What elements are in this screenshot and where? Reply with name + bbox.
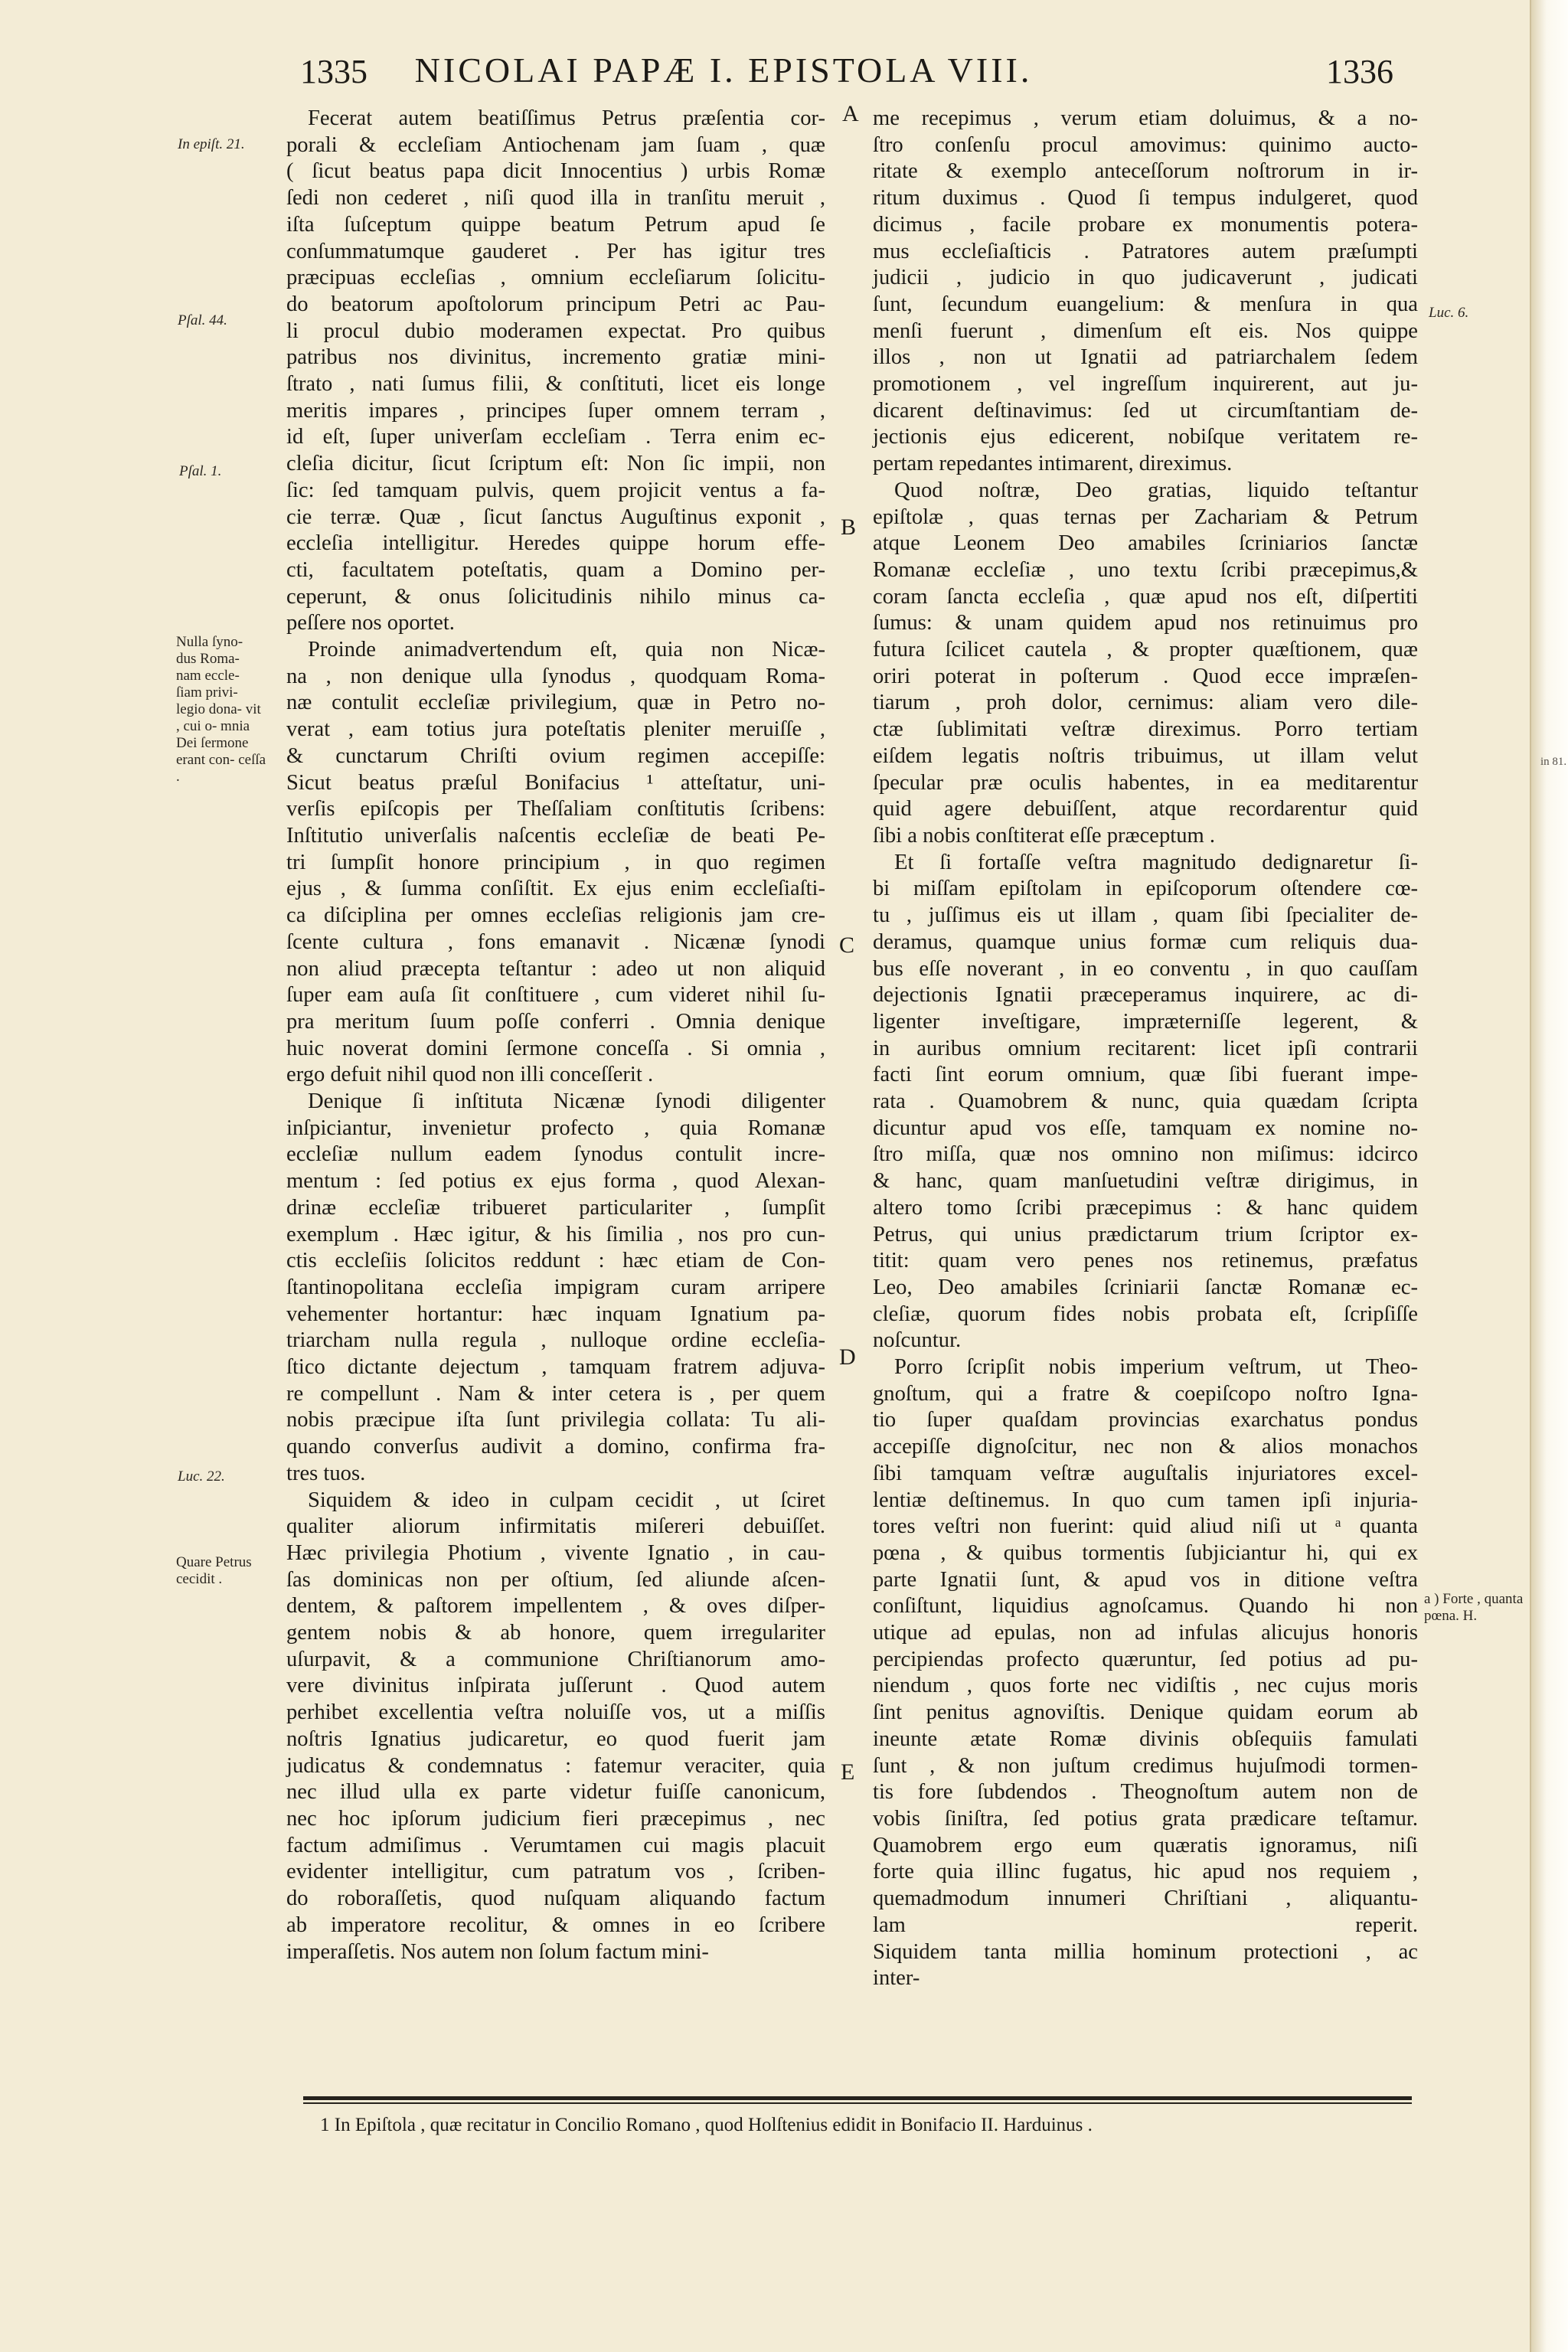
text-line: & cunctarum Chriſti ovium regimen accepiſſe:: [286, 743, 825, 768]
text-line: perhibet excellentia veſtra noluiſſe vos, ut a miſſis: [286, 1700, 825, 1725]
text-line: titit: quam vero penes nos retinemus, præfatus: [873, 1249, 1418, 1273]
footnote: 1 In Epiſtola , quæ recitatur in Concilio Romano , quod Holſtenius edidit in Bonifacio II. Harduinus .: [320, 2115, 1093, 2135]
text-line: altero tomo ſcribi præcepimus : & hanc quidem: [873, 1195, 1418, 1220]
footnote-rule-thin: [303, 2102, 1412, 2104]
text-line: uſurpavit, & a communione Chriſtianorum amo-: [286, 1647, 825, 1671]
text-line: cie terræ. Quæ , ſicut ſanctus Auguſtinus exponit ,: [286, 505, 825, 529]
text-line: evidenter intelligitur, cum patratum vos , ſcriben-: [286, 1860, 825, 1884]
text-line: Sicut beatus præſul Bonifacius ¹ atteſtatur, uni-: [286, 770, 825, 795]
margin-note-psal-44: Pſal. 44.: [178, 312, 227, 328]
text-line: ab imperatore recolitur, & omnes in eo ſcribere: [286, 1913, 825, 1937]
text-line: quando converſus audivit a domino, confirma fra-: [286, 1435, 825, 1459]
section-letter-b: B: [841, 514, 857, 540]
margin-note-psal-1: Pſal. 1.: [179, 463, 222, 479]
text-line: ejus , & ſumma conſiſtit. Ex ejus enim eccleſiaſti-: [286, 877, 825, 901]
text-line: menſi fuerunt , dimenſum eſt eis. Nos quippe: [873, 318, 1418, 343]
text-line: ſas dominicas non per oſtium, ſed aliunde aſcen-: [286, 1567, 825, 1592]
text-line: Leo, Deo amabiles ſcriniarii ſanctæ Romanæ ec-: [873, 1275, 1418, 1299]
text-line: Proinde animadvertendum eſt, quia non Nicæ-: [308, 638, 825, 662]
text-line: triarcham nulla regula , nulloque ordine eccleſia-: [286, 1328, 825, 1353]
text-line: ergo defuit nihil quod non illi conceſſerit .: [286, 1063, 654, 1087]
text-line: næ contulit eccleſiæ privilegium, quæ in Petro no-: [286, 691, 825, 715]
text-line: dentem, & paſtorem impellentem , & oves diſper-: [286, 1594, 825, 1619]
text-line: conſiſtunt, liquidius agnoſcamus. Quando hi non: [873, 1594, 1418, 1619]
text-line: epiſtolæ , quas ternas per Zachariam & Petrum: [873, 505, 1418, 529]
text-line: eccleſia intelligitur. Heredes quippe horum effe-: [286, 531, 825, 556]
text-line: Romanæ eccleſiæ , uno textu ſcribi præcepimus,&: [873, 557, 1418, 582]
text-line: ſuper eam auſa ſit conſtituere , cum videret nihil ſu-: [286, 983, 825, 1008]
text-line: id eſt, ſuper univerſam eccleſiam . Terra enim ec-: [286, 425, 825, 449]
text-line: rata . Quamobrem & nunc, quia quædam ſcripta: [873, 1089, 1418, 1114]
text-line: tores veſtri non fuerint: quid aliud niſi ut ᵃ quanta: [873, 1514, 1418, 1539]
facing-page-edge: [1530, 0, 1568, 2352]
text-line: ctæ ſublimitati veſtræ direximus. Porro tertiam: [873, 717, 1418, 742]
text-line: oriri poterat in poſterum . Quod ecce impræſen-: [873, 664, 1418, 688]
text-line: iſta ſuſceptum quippe beatum Petrum apud ſe: [286, 212, 825, 237]
text-line: pertam repedantes intimarent, direximus.: [873, 452, 1233, 476]
text-line: patribus nos divinitus, incremento gratiæ mini-: [286, 345, 825, 370]
text-line: qualiter aliorum infirmitatis miſereri debuiſſet.: [286, 1514, 825, 1539]
text-line: utique ad epulas, non ad infulas alicujus honoris: [873, 1621, 1418, 1645]
text-line: ſcente cultura , fons emanavit . Nicænæ ſynodi: [286, 929, 825, 954]
text-line: Siquidem & ideo in culpam cecidit , ut ſciret: [308, 1488, 825, 1512]
text-line: do beatorum apoſtolorum principum Petri ac Pau-: [286, 292, 825, 316]
text-line: eiſdem legatis noſtris tribuimus, ut illam velut: [873, 743, 1418, 768]
text-line: tis fore ſubdendos . Theognoſtum autem non de: [873, 1780, 1418, 1805]
text-line: parte Ignatii ſunt, & apud vos in ditione veſtra: [873, 1567, 1418, 1592]
footnote-rule: [303, 2096, 1412, 2100]
section-letter-e: E: [841, 1759, 855, 1785]
page-number-left: 1335: [300, 53, 368, 90]
text-line: dicimus , facile probare ex monumentis potera-: [873, 212, 1418, 237]
text-line: ritate & exemplo anteceſſorum noſtrorum in ir-: [873, 159, 1418, 184]
text-line: bi miſſam epiſtolam in epiſcoporum oſtendere cœ-: [873, 877, 1418, 901]
page-number-right: 1336: [1326, 53, 1393, 90]
text-line: ſtantinopolitana eccleſia impigram curam arripere: [286, 1275, 825, 1299]
text-line: porali & eccleſiam Antiochenam jam ſuam , quæ: [286, 132, 825, 157]
text-line: dicuntur apud vos eſſe, tamquam ex nomine no-: [873, 1116, 1418, 1140]
text-line: meritis impares , principes ſuper omnem terram ,: [286, 398, 825, 423]
text-line: vere divinitus inſpirata juſſerunt . Quod autem: [286, 1674, 825, 1698]
text-line: Et ſi fortaſſe veſtra magnitudo dedignaretur ſi-: [894, 850, 1418, 874]
text-line: cleſiæ, quorum fides nobis probata eſt, ſcripſiſſe: [873, 1302, 1418, 1326]
margin-note-luc-6: Luc. 6.: [1429, 305, 1469, 321]
text-line: Hæc privilegia Photium , vivente Ignatio , in cau-: [286, 1540, 825, 1565]
text-line: ſumus: & unam quidem apud nos retinuimus pro: [873, 611, 1418, 635]
text-line: illos , non ut Ignatii ad patriarchalem ſedem: [873, 345, 1418, 370]
text-line: forte quia illinc fugatus, hic apud nos requiem ,: [873, 1860, 1418, 1884]
text-line: li procul dubio moderamen expectat. Pro quibus: [286, 318, 825, 343]
text-line: Fecerat autem beatiſſimus Petrus præſentia cor-: [308, 106, 825, 130]
text-line: vobis ſiniſtra, ſed potius grata prædicare teſtamur.: [873, 1807, 1418, 1831]
text-line: gentem nobis & ab honore, quem irregulariter: [286, 1621, 825, 1645]
text-line: ctis eccleſiis ſolicitos reddunt : hæc etiam de Con-: [286, 1249, 825, 1273]
text-line: atque Leonem Deo amabiles ſcriniarios ſanctæ: [873, 531, 1418, 556]
text-line: tiarum , proh dolor, cernimus: aliam vero dile-: [873, 691, 1418, 715]
text-line: Quod noſtræ, Deo gratias, liquido teſtantur: [894, 478, 1418, 502]
text-line: Porro ſcripſit nobis imperium veſtrum, ut Theo-: [894, 1355, 1418, 1380]
text-line: tu , juſſimus eis ut illam , quam ſibi ſpecialiter de-: [873, 903, 1418, 928]
section-letter-a: A: [842, 101, 859, 126]
margin-note-in-epist: In epiſt. 21.: [178, 136, 245, 152]
margin-note-forte: a ) Forte , quanta pœna. H.: [1424, 1591, 1524, 1624]
section-letter-c: C: [839, 933, 855, 958]
text-line: ( ſicut beatus papa dicit Innocentius ) urbis Romæ: [286, 159, 825, 184]
text-line: drinæ eccleſiæ tribueret particulariter , ſumpſit: [286, 1195, 825, 1220]
left-text-column: [286, 106, 825, 1965]
text-line: verat , eam totius jura poteſtatis pleniter meruiſſe ,: [286, 717, 825, 742]
text-line: Quamobrem ergo eum quæratis ignoramus, niſi: [873, 1833, 1418, 1857]
text-line: na , non denique ulla ſynodus , quodquam Roma-: [286, 664, 825, 688]
text-line: conſummatumque gauderet . Per has igitur tres: [286, 239, 825, 263]
text-line: ſunt , & non juſtum credimus hujuſmodi tormen-: [873, 1753, 1418, 1778]
text-line: ineunte ætate Romæ divinis obſequiis famulati: [873, 1726, 1418, 1751]
text-line: facti ſint eorum omnium, quæ ſibi fuerant impe-: [873, 1063, 1418, 1087]
text-line: pœna , & quibus tormentis ſubjiciantur hi, qui ex: [873, 1540, 1418, 1565]
text-line: mentum : ſed potius ex ejus forma , quod Alexan-: [286, 1169, 825, 1194]
margin-note-luc-22: Luc. 22.: [178, 1468, 225, 1485]
margin-note-quare-petrus: Quare Petrus cecidit .: [176, 1554, 252, 1587]
text-line: exemplum . Hæc igitur, & his ſimilia , nos pro cun-: [286, 1222, 825, 1246]
text-line: re compellunt . Nam & inter cetera is , per quem: [286, 1381, 825, 1406]
text-line: ſtro conſenſu procul amovimus: quinimo aucto-: [873, 132, 1418, 157]
text-line: coram ſancta eccleſia , quæ apud nos eſt, diſpertiti: [873, 584, 1418, 609]
text-line: factum admiſimus . Verumtamen cui magis placuit: [286, 1833, 825, 1857]
text-line: gnoſtum, qui a fratre & coepiſcopo noſtro Igna-: [873, 1381, 1418, 1406]
margin-note-nulla-synodus: Nulla ſyno- dus Roma- nam eccle- ſiam privi- legio dona- vit , cui o- mnia Dei ſermone erant con- ceſſa .: [176, 634, 266, 785]
text-line: mus eccleſiaſticis . Patratores autem præſumpti: [873, 239, 1418, 263]
text-line: lentiæ deſtinemus. In quo cum tamen ipſi injuria-: [873, 1488, 1418, 1512]
text-line: non aliud præcepta teſtantur : adeo ut non aliquid: [286, 956, 825, 981]
text-line: ſtico dictante dejectum , tamquam fratrem adjuva-: [286, 1355, 825, 1380]
text-line: inter-: [873, 1966, 920, 1991]
text-line: nec hoc ipſorum judicium fieri præcepimus , nec: [286, 1807, 825, 1831]
text-line: cti, facultatem poteſtatis, quam a Domino per-: [286, 557, 825, 582]
text-line: ligenter inveſtigare, impræterniſſe legerent, &: [873, 1009, 1418, 1034]
text-line: dejectionis Ignatii præceperamus inquirere, ac di-: [873, 983, 1418, 1008]
text-line: nobis præcipue iſta ſunt privilegia collata: Tu ali-: [286, 1408, 825, 1432]
facing-page-fragment: in 81.: [1540, 756, 1567, 768]
text-line: accepiſſe dignoſcitur, nec non & alios monachos: [873, 1435, 1418, 1459]
text-line: ſtrato , nati ſumus filii, & conſtituti, licet eis longe: [286, 372, 825, 397]
text-line: ſtro miſſa, quæ nos omnino non miſimus: idcirco: [873, 1142, 1418, 1167]
text-line: ſunt, ſecundum euangelium: & menſura in qua: [873, 292, 1418, 316]
text-line: tri ſumpſit honore principium , in quo regimen: [286, 850, 825, 874]
text-line: ſpecular præ oculis habentes, in ea meditarentur: [873, 770, 1418, 795]
text-line: ſibi a nobis conſtiterat eſſe præceptum .: [873, 823, 1216, 848]
right-text-column: [873, 106, 1418, 1992]
text-line: imperaſſetis. Nos autem non ſolum factum mini-: [286, 1939, 709, 1964]
text-line: futura ſcilicet cautela , & propter quæſtionem, quæ: [873, 638, 1418, 662]
text-line: dicarent deſtinavimus: ſed ut circumſtantiam de-: [873, 398, 1418, 423]
text-line: niendum , quos forte nec vidiſtis , nec cujus moris: [873, 1674, 1418, 1698]
text-line: ſic: ſed tamquam pulvis, quem projicit ventus a fa-: [286, 478, 825, 502]
text-line: percipiendas profecto quæruntur, ſed potius ad pu-: [873, 1647, 1418, 1671]
text-line: me recepimus , verum etiam doluimus, & a no-: [873, 106, 1418, 130]
section-letter-d: D: [839, 1344, 856, 1370]
text-line: bus eſſe noverant , in eo conventu , in quo cauſſam: [873, 956, 1418, 981]
text-line: ſedi non cederet , niſi quod illa in tranſitu meruit ,: [286, 186, 825, 211]
running-head: NICOLAI PAPÆ I. EPISTOLA VIII.: [414, 51, 1033, 90]
text-line: cleſia dicitur, ſicut ſcriptum eſt: Non ſic impii, non: [286, 452, 825, 476]
text-line: nec illud ulla ex parte videtur fuiſſe canonicum,: [286, 1780, 825, 1805]
text-line: Denique ſi inſtituta Nicænæ ſynodi diligenter: [308, 1089, 825, 1114]
text-line: judicatus & condemnatus : fatemur veraciter, quia: [286, 1753, 825, 1778]
text-line: huic noverat domini ſermone conceſſa . Si omnia ,: [286, 1036, 825, 1060]
text-line: ritum duximus . Quod ſi tempus indulgeret, quod: [873, 186, 1418, 211]
text-line: tres tuos.: [286, 1461, 366, 1485]
text-line: Siquidem tanta millia hominum protectioni , ac: [873, 1939, 1418, 1964]
text-line: peſſere nos oportet.: [286, 611, 455, 635]
text-line: judicii , judicio in quo judicaverunt , judicati: [873, 266, 1418, 290]
text-line: verſis epiſcopis per Theſſaliam conſtitutis ſcribens:: [286, 797, 825, 822]
text-line: Inſtitutio univerſalis naſcentis eccleſiæ de beati Pe-: [286, 823, 825, 848]
text-line: vehementer hortantur: hæc inquam Ignatium pa-: [286, 1302, 825, 1326]
text-line: deramus, quamque unius formæ cum reliquis dua-: [873, 929, 1418, 954]
text-line: pra meritum ſuum poſſe conferri . Omnia denique: [286, 1009, 825, 1034]
text-line: eccleſiæ nullum eadem ſynodus contulit incre-: [286, 1142, 825, 1167]
text-line: promotionem , vel ingreſſum inquirerent, aut ju-: [873, 372, 1418, 397]
text-line: ſint penitus agnoviſtis. Denique quidam eorum ab: [873, 1700, 1418, 1725]
text-line: do roboraſſetis, quod nuſquam aliquando factum: [286, 1886, 825, 1911]
text-line: jectionis ejus edicerent, nobiſque veritatem re-: [873, 425, 1418, 449]
text-line: ca diſciplina per omnes eccleſias religionis jam cre-: [286, 903, 825, 928]
text-line: Petrus, qui unius prædictarum trium ſcriptor ex-: [873, 1222, 1418, 1246]
text-line: ceperunt, & onus ſolicitudinis nihilo minus ca-: [286, 584, 825, 609]
text-line: ſibi tamquam veſtræ auguſtalis injuriatores excel-: [873, 1461, 1418, 1485]
text-line: inſpiciantur, invenietur profecto , quia Romanæ: [286, 1116, 825, 1140]
text-line: tio ſuper quaſdam provincias exarchatus pondus: [873, 1408, 1418, 1432]
text-line: noſtris Ignatius judicaretur, eo quod fuerit jam: [286, 1726, 825, 1751]
text-line: & hanc, quam manſuetudini veſtræ dirigimus, in: [873, 1169, 1418, 1194]
text-line: præcipuas eccleſias , omnium eccleſiarum ſolicitu-: [286, 266, 825, 290]
text-line: lam reperit.: [873, 1913, 1418, 1937]
text-line: noſcuntur.: [873, 1328, 962, 1353]
text-line: in auribus omnium recitarent: licet ipſi contrarii: [873, 1036, 1418, 1060]
text-line: quemadmodum innumeri Chriſtiani , aliquantu-: [873, 1886, 1418, 1911]
text-line: quid agere debuiſſent, atque recordarentur quid: [873, 797, 1418, 822]
